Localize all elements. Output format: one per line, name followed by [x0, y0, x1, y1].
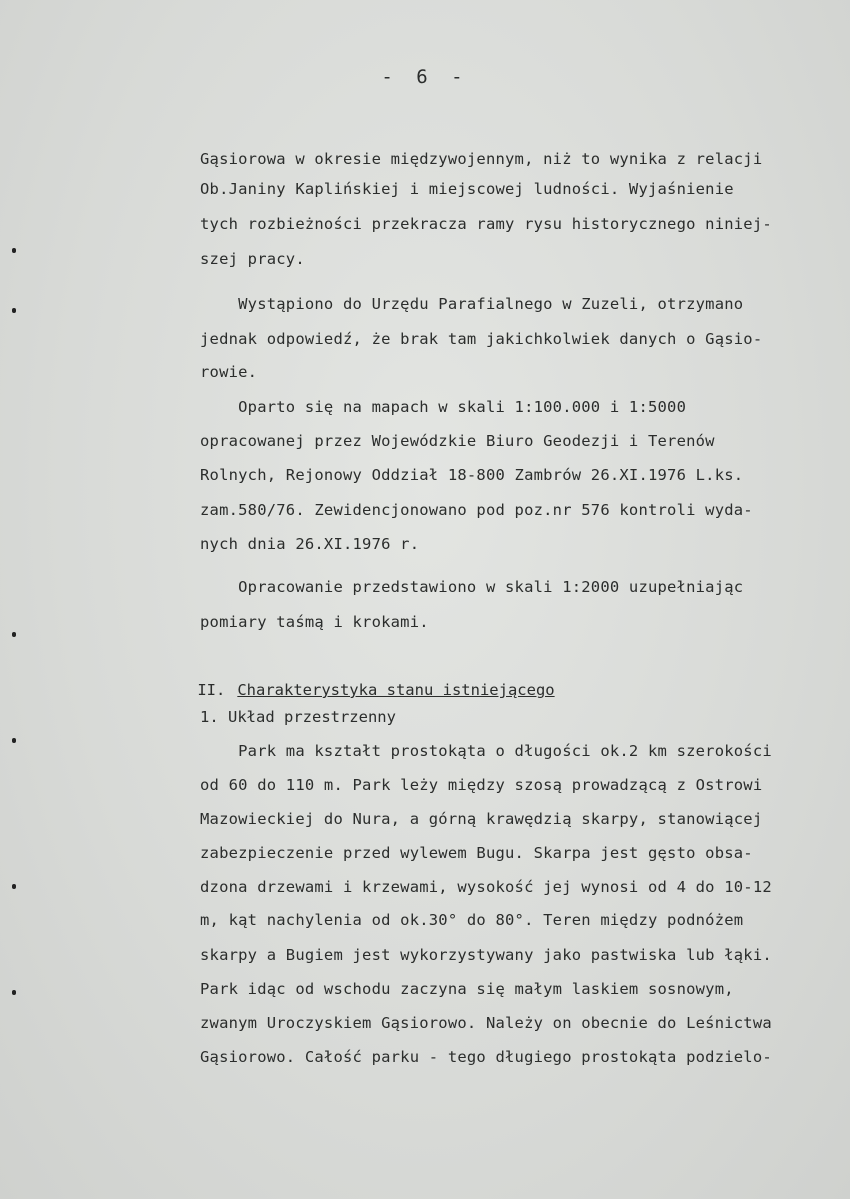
- text-line: skarpy a Bugiem jest wykorzystywany jako pastwiska lub łąki.: [200, 946, 772, 964]
- binder-mark: [12, 884, 16, 889]
- text-line: Gąsiorowo. Całość parku - tego długiego prostokąta podzielo-: [200, 1048, 772, 1066]
- text-line: Gąsiorowa w okresie międzywojennym, niż to wynika z relacji: [200, 150, 763, 168]
- text-line: Mazowieckiej do Nura, a górną krawędzią skarpy, stanowiącej: [200, 810, 763, 828]
- text-line: nych dnia 26.XI.1976 r.: [200, 535, 420, 553]
- text-line: rowie.: [200, 363, 258, 381]
- text-line: Opracowanie przedstawiono w skali 1:2000 uzupełniając: [200, 578, 744, 596]
- text-line: Park ma kształt prostokąta o długości ok.2 km szerokości: [200, 742, 772, 760]
- text-line: pomiary taśmą i krokami.: [200, 613, 429, 631]
- text-line: jednak odpowiedź, że brak tam jakichkolwiek danych o Gąsio-: [200, 330, 763, 348]
- binder-mark: [12, 990, 16, 995]
- text-line: zam.580/76. Zewidencjonowano pod poz.nr 576 kontroli wyda-: [200, 501, 753, 519]
- text-line: tych rozbieżności przekracza ramy rysu historycznego niniej-: [200, 215, 772, 233]
- text-line: dzona drzewami i krzewami, wysokość jej wynosi od 4 do 10-12: [200, 878, 772, 896]
- section-number: II.: [197, 681, 226, 699]
- text-line: opracowanej przez Wojewódzkie Biuro Geodezji i Terenów: [200, 432, 715, 450]
- text-line: Ob.Janiny Kaplińskiej i miejscowej ludności. Wyjaśnienie: [200, 180, 734, 198]
- text-line: Park idąc od wschodu zaczyna się małym laskiem sosnowym,: [200, 980, 734, 998]
- text-line: zabezpieczenie przed wylewem Bugu. Skarpa jest gęsto obsa-: [200, 844, 753, 862]
- binder-mark: [12, 632, 16, 637]
- text-line: Wystąpiono do Urzędu Parafialnego w Zuzeli, otrzymano: [200, 295, 744, 313]
- text-line: m, kąt nachylenia od ok.30° do 80°. Teren między podnóżem: [200, 911, 744, 929]
- page-number: - 6 -: [381, 66, 469, 88]
- section-title: Charakterystyka stanu istniejącego: [237, 681, 555, 699]
- text-line: zwanym Uroczyskiem Gąsiorowo. Należy on obecnie do Leśnictwa: [200, 1014, 772, 1032]
- binder-mark: [12, 248, 16, 253]
- text-line: szej pracy.: [200, 250, 305, 268]
- binder-mark: [12, 308, 16, 313]
- binder-mark: [12, 738, 16, 743]
- text-line: Oparto się na mapach w skali 1:100.000 i 1:5000: [200, 398, 687, 416]
- text-line: od 60 do 110 m. Park leży między szosą prowadzącą z Ostrowi: [200, 776, 763, 794]
- text-line: Rolnych, Rejonowy Oddział 18-800 Zambrów 26.XI.1976 L.ks.: [200, 466, 744, 484]
- subsection-heading: 1. Układ przestrzenny: [200, 708, 396, 726]
